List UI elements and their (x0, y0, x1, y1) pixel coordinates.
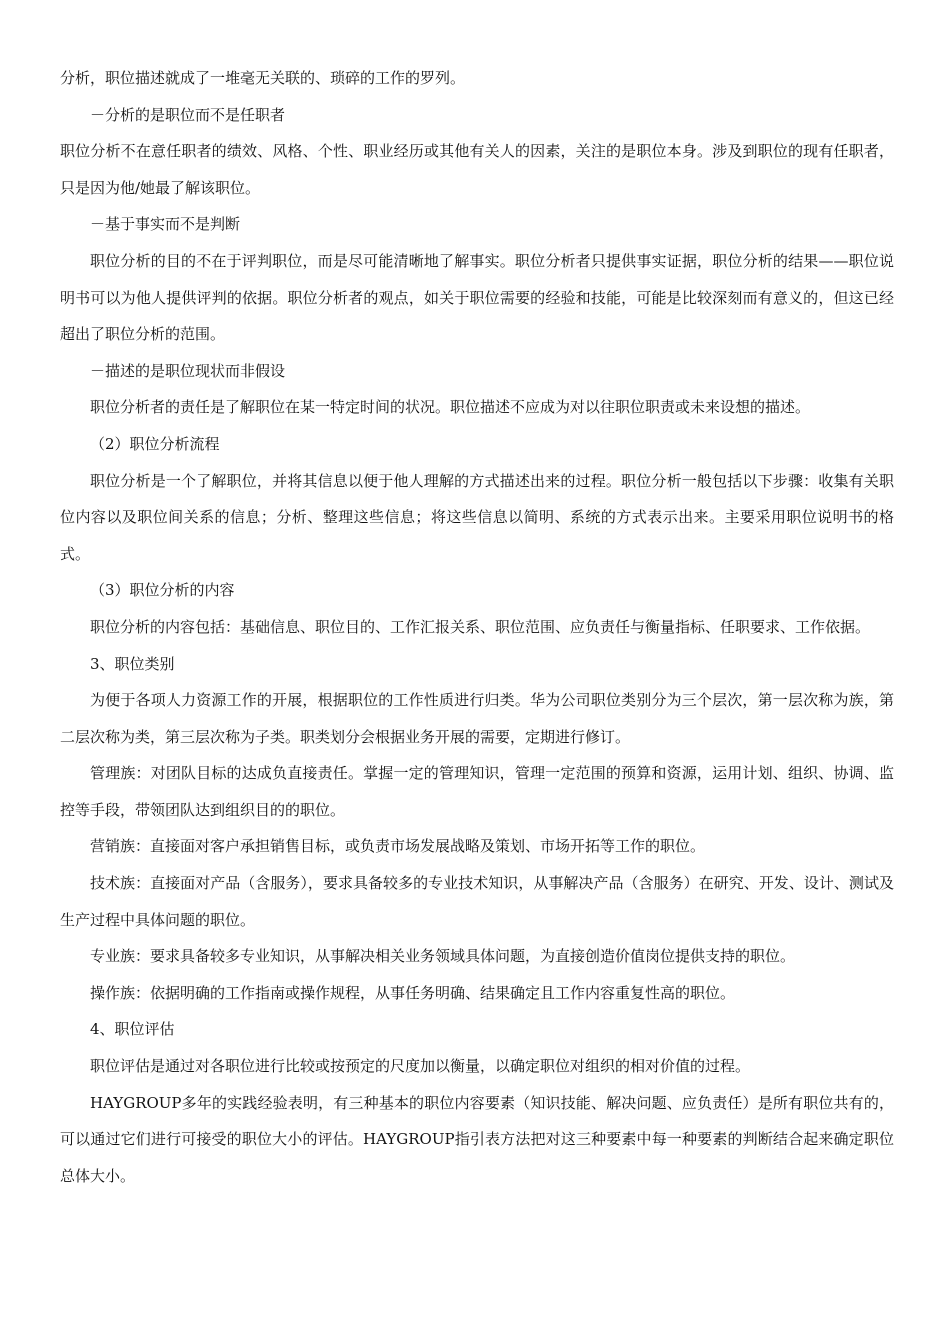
paragraph-operation: 操作族：依据明确的工作指南或操作规程，从事任务明确、结果确定且工作内容重复性高的职位。 (90, 983, 736, 1002)
paragraph-4: －基于事实而不是判断 (90, 215, 241, 234)
paragraph-9: 职位分析是一个了解职位，并将其信息以便于他人理解的方式描述出来的过程。职位分析一般包括以下步骤：收集有关职位内容以及职位间关系的信息；分析、整理这些信息；将这些信息以简明、系统的方式表示出来。主要采用职位说明书的格式。 (60, 471, 894, 563)
paragraph-management: 管理族：对团队目标的达成负直接责任。掌握一定的管理知识，管理一定范围的预算和资源，运用计划、组织、协调、监控等手段，带领团队达到组织目的的职位。 (60, 764, 894, 819)
paragraph-technical: 技术族：直接面对产品（含服务），要求具备较多的专业技术知识，从事解决产品（含服务）在研究、开发、设计、测试及生产过程中具体问题的职位。 (60, 874, 894, 929)
paragraph-professional: 专业族：要求具备较多专业知识，从事解决相关业务领域具体问题，为直接创造价值岗位提供支持的职位。 (90, 947, 796, 966)
section-heading-job-evaluation: 4、职位评估 (90, 1020, 175, 1039)
paragraph-7: 职位分析者的责任是了解职位在某一特定时间的状况。职位描述不应成为对以往职位职责或未来设想的描述。 (90, 398, 811, 417)
paragraph-6: －描述的是职位现状而非假设 (90, 361, 286, 380)
section-heading-3: （3）职位分析的内容 (90, 581, 235, 600)
paragraph-5: 职位分析的目的不在于评判职位，而是尽可能清晰地了解事实。职位分析者只提供事实证据，职位分析的结果——职位说明书可以为他人提供评判的依据。职位分析者的观点，如关于职位需要的经验和技能，可能是比较深刻而有意义的，但这已经超出了职位分析的范围。 (60, 251, 894, 344)
paragraph-11: 职位分析的内容包括：基础信息、职位目的、工作汇报关系、职位范围、应负责任与衡量指标、任职要求、工作依据。 (90, 617, 871, 636)
paragraph-3: 职位分析不在意任职者的绩效、风格、个性、职业经历或其他有关人的因素，关注的是职位本身。涉及到职位的现有任职者，只是因为他/她最了解该职位。 (60, 142, 894, 197)
paragraph-1: 分析，职位描述就成了一堆毫无关联的、琐碎的工作的罗列。 (60, 69, 466, 87)
paragraph-marketing: 营销族：直接面对客户承担销售目标，或负责市场发展战略及策划、市场开拓等工作的职位。 (90, 837, 706, 856)
paragraph-13: 为便于各项人力资源工作的开展，根据职位的工作性质进行归类。华为公司职位类别分为三个层次，第一层次称为族，第二层次称为类，第三层次称为子类。职类划分会根据业务开展的需要，定期进行修订。 (60, 691, 894, 746)
section-heading-2: （2）职位分析流程 (90, 434, 220, 453)
document-page (60, 60, 894, 1194)
paragraph-20: 职位评估是通过对各职位进行比较或按预定的尺度加以衡量，以确定职位对组织的相对价值的过程。 (90, 1057, 751, 1076)
section-heading-job-category: 3、职位类别 (90, 654, 175, 673)
paragraph-2: －分析的是职位而不是任职者 (90, 105, 286, 124)
paragraph-haygroup: HAYGROUP多年的实践经验表明，有三种基本的职位内容要素（知识技能、解决问题、应负责任）是所有职位共有的，可以通过它们进行可接受的职位大小的评估。HAYGROUP指引表方法把对这三种要素中每一种要素的判断结合起来确定职位总体大小。 (60, 1093, 894, 1185)
